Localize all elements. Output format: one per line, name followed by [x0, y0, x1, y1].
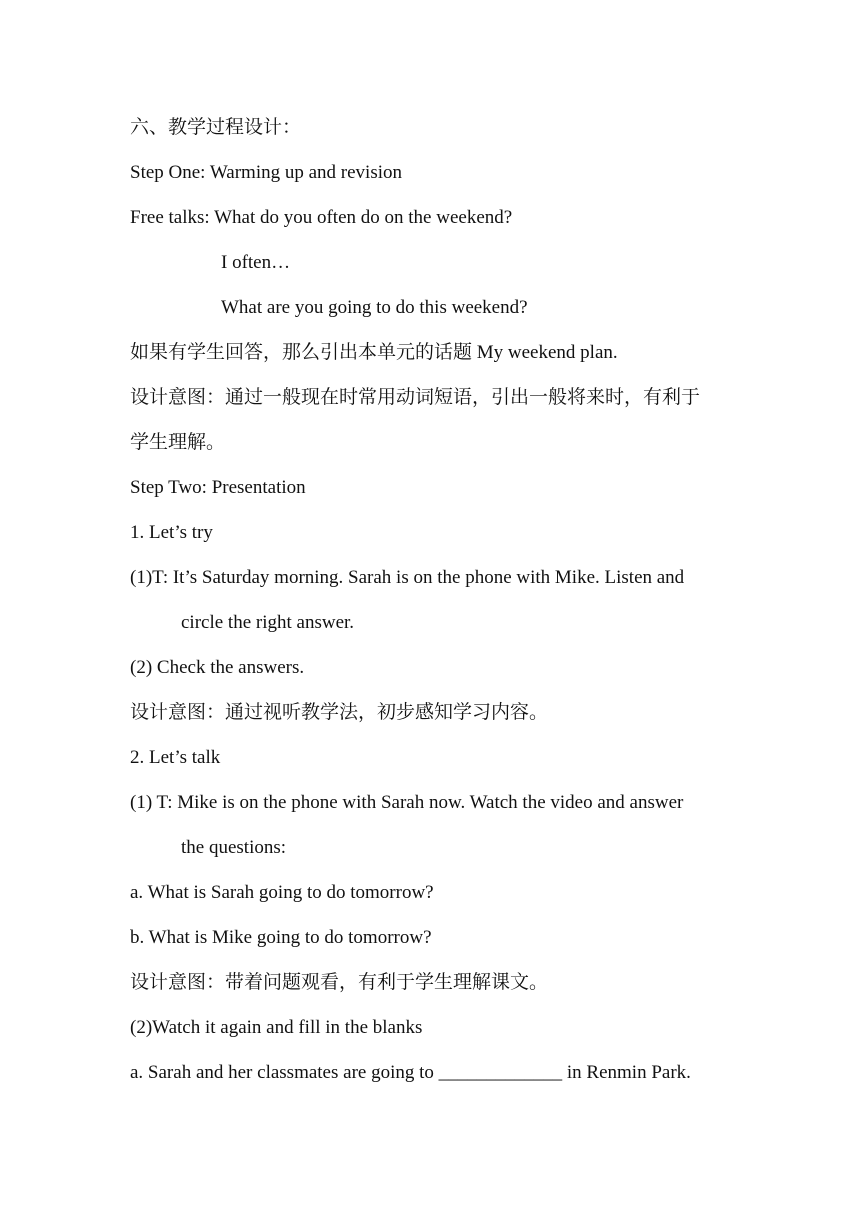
free-talks-question: Free talks: What do you often do on the weekend? — [130, 207, 513, 228]
lets-try-heading: 1. Let’s try — [130, 522, 213, 543]
question-b: b. What is Mike going to do tomorrow? — [130, 927, 432, 948]
question-a: a. What is Sarah going to do tomorrow? — [130, 882, 434, 903]
step-two-heading: Step Two: Presentation — [130, 477, 306, 498]
lets-try-instruction-continued: circle the right answer. — [181, 612, 355, 633]
free-talks-question-2: What are you going to do this weekend? — [221, 297, 528, 318]
lets-talk-instruction: (1) T: Mike is on the phone with Sarah now. Watch the video and answer — [130, 792, 684, 813]
lets-talk-heading: 2. Let’s talk — [130, 747, 221, 768]
free-talks-answer: I often… — [221, 252, 291, 273]
step-one-heading: Step One: Warming up and revision — [130, 162, 402, 183]
topic-introduction: 如果有学生回答，那么引出本单元的话题 My weekend plan. — [130, 342, 618, 363]
check-answers: (2) Check the answers. — [130, 657, 305, 678]
lets-talk-instruction-continued: the questions: — [181, 837, 287, 858]
section-heading: 六、教学过程设计： — [130, 117, 302, 138]
design-intent-2: 设计意图：通过视听教学法，初步感知学习内容。 — [130, 702, 549, 723]
design-intent-1: 设计意图：通过一般现在时常用动词短语，引出一般将来时，有利于 — [130, 387, 701, 408]
design-intent-3: 设计意图：带着问题观看，有利于学生理解课文。 — [130, 972, 549, 993]
lets-try-instruction: (1)T: It’s Saturday morning. Sarah is on the phone with Mike. Listen and — [130, 567, 685, 588]
fill-blank-a: a. Sarah and her classmates are going to _____________ in Renmin Park. — [130, 1062, 691, 1083]
watch-again-instruction: (2)Watch it again and fill in the blanks — [130, 1017, 423, 1038]
design-intent-1-continued: 学生理解。 — [130, 432, 226, 453]
